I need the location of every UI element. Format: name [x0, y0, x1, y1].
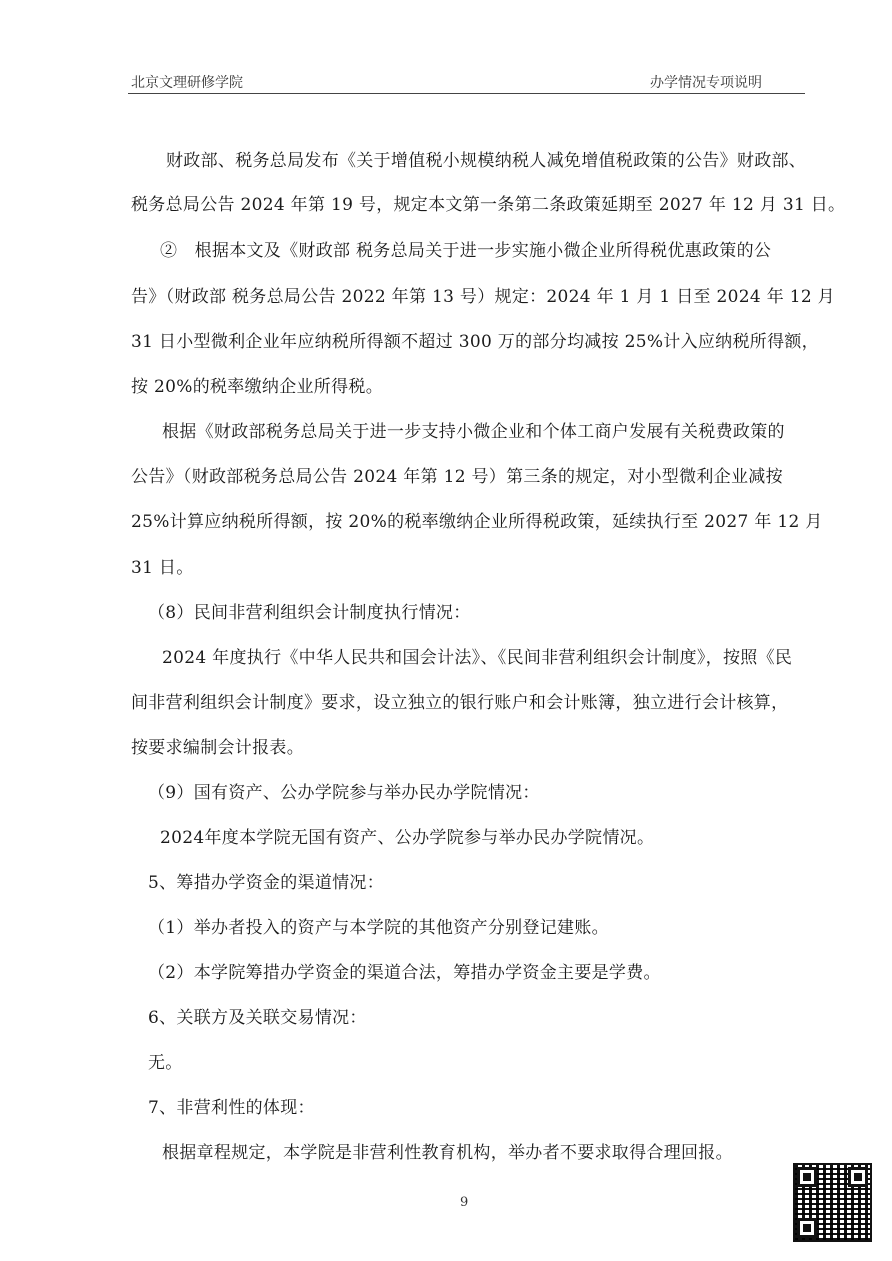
text-line: 根据《财政部税务总局关于进一步支持小微企业和个体工商户发展有关税费政策的	[162, 422, 785, 442]
text-line: 按要求编制会计报表。	[131, 738, 304, 758]
text-line: （2）本学院筹措办学资金的渠道合法，筹措办学资金主要是学费。	[148, 963, 661, 983]
qr-code-icon	[793, 1163, 872, 1242]
text-line: ② 根据本文及《财政部 税务总局关于进一步实施小微企业所得税优惠政策的公	[160, 241, 772, 261]
text-line: 根据章程规定，本学院是非营利性教育机构，举办者不要求取得合理回报。	[162, 1143, 733, 1163]
text-line: 7、非营利性的体现：	[148, 1098, 315, 1118]
text-line: （1）举办者投入的资产与本学院的其他资产分别登记建账。	[148, 918, 609, 938]
text-line: 无。	[148, 1053, 183, 1073]
page-number: 9	[460, 1195, 469, 1210]
text-line: 税务总局公告 2024 年第 19 号，规定本文第一条第二条政策延期至 2027 年 12 月 31 日。	[131, 195, 846, 215]
text-line: 公告》（财政部税务总局公告 2024 年第 12 号）第三条的规定，对小型微利企业减按	[131, 467, 783, 487]
text-line: 5、筹措办学资金的渠道情况：	[148, 873, 385, 893]
header-right-text: 办学情况专项说明	[650, 75, 762, 91]
text-line: 按 20%的税率缴纳企业所得税。	[131, 377, 383, 397]
text-line: 2024 年度执行《中华人民共和国会计法》、《民间非营利组织会计制度》，按照《民	[162, 648, 793, 668]
header-left-text: 北京文理研修学院	[131, 75, 243, 91]
text-line: 告》（财政部 税务总局公告 2022 年第 13 号）规定：2024 年 1 月 1 日至 2024 年 12 月	[131, 287, 835, 307]
text-line: 31 日。	[131, 558, 194, 578]
text-line: 31 日小型微利企业年应纳税所得额不超过 300 万的部分均减按 25%计入应纳税所得额，	[131, 332, 819, 352]
text-line: 6、关联方及关联交易情况：	[148, 1008, 367, 1028]
header-divider	[128, 93, 805, 94]
text-line: 2024年度本学院无国有资产、公办学院参与举办民办学院情况。	[160, 828, 655, 848]
text-line: （9）国有资产、公办学院参与举办民办学院情况：	[148, 783, 540, 803]
text-line: （8）民间非营利组织会计制度执行情况：	[148, 603, 471, 623]
text-line: 25%计算应纳税所得额，按 20%的税率缴纳企业所得税政策，延续执行至 2027 年 12 月	[131, 512, 823, 532]
text-line: 财政部、税务总局发布《关于增值税小规模纳税人减免增值税政策的公告》财政部、	[166, 151, 807, 171]
text-line: 间非营利组织会计制度》要求，设立独立的银行账户和会计账簿，独立进行会计核算，	[131, 693, 789, 713]
